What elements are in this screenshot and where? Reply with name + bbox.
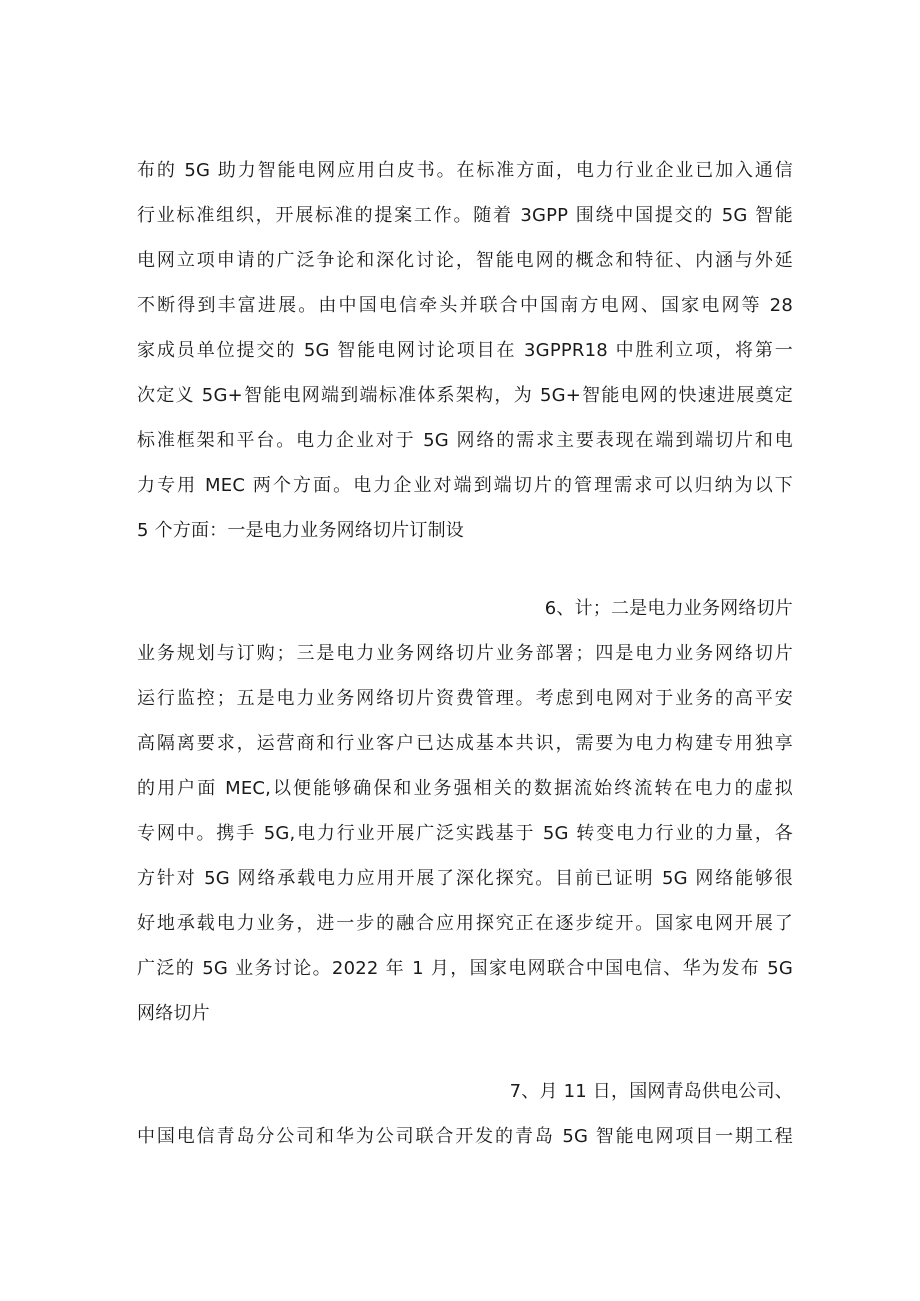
text-line: 广泛的 5G 业务讨论。2022 年 1 月，国家电网联合中国电信、华为发布 5G bbox=[137, 958, 793, 979]
text-line: 方针对 5G 网络承载电力应用开展了深化探究。目前已证明 5G 网络能够很 bbox=[137, 868, 793, 889]
text-line: 7、月 11 日，国网青岛供电公司、 bbox=[509, 1081, 793, 1102]
text-line: 高隔离要求，运营商和行业客户已达成基本共识，需要为电力构建专用独享 bbox=[137, 733, 793, 754]
text-line: 5 个方面：一是电力业务网络切片订制设 bbox=[137, 520, 464, 541]
text-line: 次定义 5G+智能电网端到端标准体系架构，为 5G+智能电网的快速进展奠定 bbox=[137, 385, 793, 406]
text-line: 业务规划与订购；三是电力业务网络切片业务部署；四是电力业务网络切片 bbox=[137, 643, 793, 664]
text-line: 布的 5G 助力智能电网应用白皮书。在标准方面，电力行业企业已加入通信 bbox=[137, 160, 793, 181]
text-line: 行业标准组织，开展标准的提案工作。随着 3GPP 围绕中国提交的 5G 智能 bbox=[137, 205, 793, 226]
text-line: 6、计；二是电力业务网络切片 bbox=[544, 598, 793, 619]
text-line: 运行监控；五是电力业务网络切片资费管理。考虑到电网对于业务的高平安 bbox=[137, 688, 793, 709]
text-line: 网络切片 bbox=[137, 1003, 210, 1024]
text-line: 好地承载电力业务，进一步的融合应用探究正在逐步绽开。国家电网开展了 bbox=[137, 913, 793, 934]
text-line: 力专用 MEC 两个方面。电力企业对端到端切片的管理需求可以归纳为以下 bbox=[137, 475, 793, 496]
text-line: 专网中。携手 5G,电力行业开展广泛实践基于 5G 转变电力行业的力量，各 bbox=[137, 823, 793, 844]
text-line: 中国电信青岛分公司和华为公司联合开发的青岛 5G 智能电网项目一期工程 bbox=[137, 1126, 793, 1147]
text-line: 标准框架和平台。电力企业对于 5G 网络的需求主要表现在端到端切片和电 bbox=[137, 430, 793, 451]
text-line: 不断得到丰富进展。由中国电信牵头并联合中国南方电网、国家电网等 28 bbox=[137, 295, 793, 316]
text-line: 电网立项申请的广泛争论和深化讨论，智能电网的概念和特征、内涵与外延 bbox=[137, 250, 793, 271]
text-line: 家成员单位提交的 5G 智能电网讨论项目在 3GPPR18 中胜利立项，将第一 bbox=[137, 340, 793, 361]
text-line: 的用户面 MEC,以便能够确保和业务强相关的数据流始终流转在电力的虚拟 bbox=[137, 778, 793, 799]
